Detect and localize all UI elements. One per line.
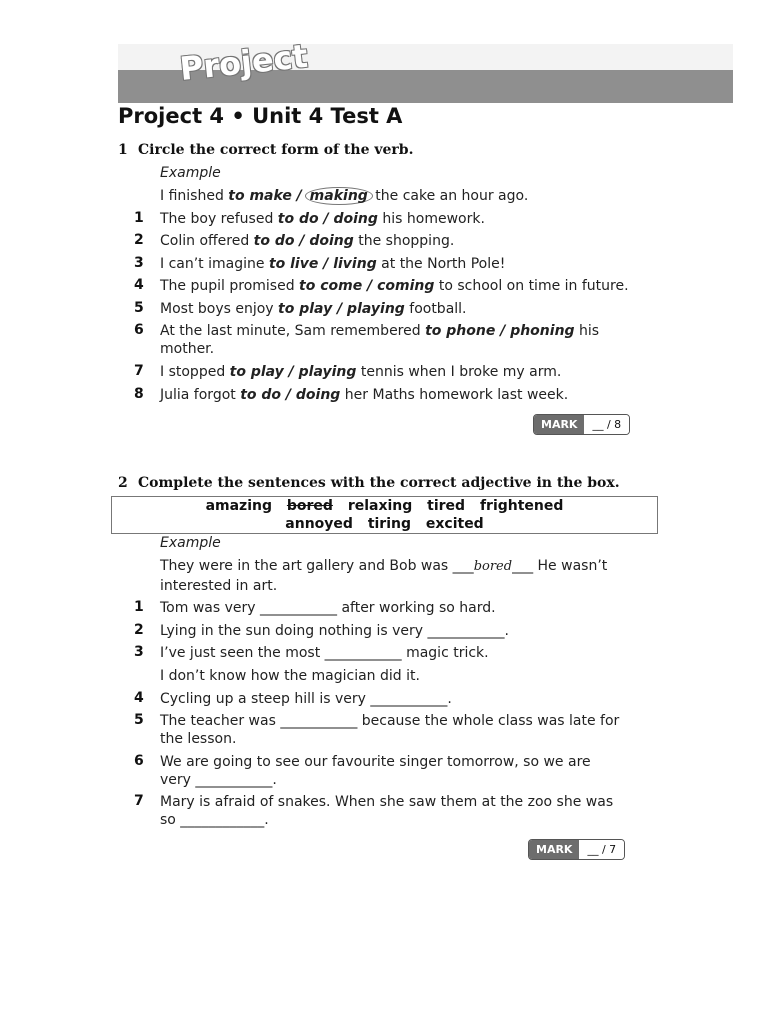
word-box-word: tiring (367, 516, 411, 532)
project-logo: Project (178, 36, 310, 88)
section2-item: Cycling up a steep hill is very ___________. (160, 691, 452, 707)
section1-example-sentence: I finished to make / making the cake an hour ago. (160, 188, 529, 204)
verb-options: to play / playing (229, 364, 357, 380)
section1-item: Colin offered to do / doing the shopping. (160, 233, 455, 249)
verb-options: to phone / phoning (425, 323, 575, 339)
section2-item-continuation: the lesson. (160, 731, 237, 747)
verb-options: to do / doing (277, 211, 378, 227)
section2-instruction: Complete the sentences with the correct adjective in the box. (138, 475, 620, 491)
mark-value: __ / 8 (584, 415, 629, 434)
word-box-word: amazing (205, 498, 272, 514)
section2-example-sentence: They were in the art gallery and Bob was ___bored___ He wasn’t (160, 558, 608, 574)
item-number: 6 (134, 322, 144, 338)
handwritten-answer: bored (473, 559, 513, 574)
word-box-row-1 (112, 497, 657, 515)
section1-heading (118, 142, 413, 158)
item-number: 5 (134, 712, 144, 728)
item-number: 8 (134, 386, 144, 402)
section1-item: Most boys enjoy to play / playing football. (160, 301, 467, 317)
section2-number: 2 (118, 475, 128, 491)
item-number: 3 (134, 255, 144, 271)
item-number: 5 (134, 300, 144, 316)
section1-item: At the last minute, Sam remembered to phone / phoning his (160, 323, 600, 339)
word-box-word: frightened (479, 498, 564, 514)
page-title: Project 4 • Unit 4 Test A (118, 104, 403, 128)
section1-number: 1 (118, 142, 128, 158)
section1-example-label: Example (160, 165, 221, 181)
verb-options: to do / doing (253, 233, 354, 249)
word-box-word: tired (427, 498, 466, 514)
verb-options: to live / living (268, 256, 377, 272)
word-box-word: annoyed (285, 516, 353, 532)
word-box-row-2 (112, 515, 657, 533)
section1-item: The boy refused to do / doing his homework. (160, 211, 485, 227)
section2-heading (118, 475, 620, 491)
item-number: 4 (134, 277, 144, 293)
word-box-word-used: bored (286, 498, 333, 514)
item-number: 3 (134, 644, 144, 660)
section1-item: I can’t imagine to live / living at the North Pole! (160, 256, 506, 272)
section1-instruction: Circle the correct form of the verb. (138, 142, 414, 158)
verb-options: to play / playing (278, 301, 405, 317)
item-number: 4 (134, 690, 144, 706)
section2-item: I’ve just seen the most ___________ magic trick. (160, 645, 489, 661)
section2-item-continuation: very ___________. (160, 772, 277, 788)
section2-example-continuation: interested in art. (160, 578, 278, 594)
item-number: 2 (134, 622, 144, 638)
item-number: 2 (134, 232, 144, 248)
mark-value: __ / 7 (579, 840, 624, 859)
section2-item-continuation: I don’t know how the magician did it. (160, 668, 420, 684)
item-number: 7 (134, 793, 144, 809)
section2-item: Tom was very ___________ after working so hard. (160, 600, 496, 616)
mark-label: MARK (529, 840, 579, 859)
item-number: 7 (134, 363, 144, 379)
item-number: 6 (134, 753, 144, 769)
circled-answer: making (305, 187, 373, 205)
section2-example-label: Example (160, 535, 221, 551)
section1-mark-box (533, 414, 630, 435)
section1-item: The pupil promised to come / coming to school on time in future. (160, 278, 629, 294)
section2-item: The teacher was ___________ because the whole class was late for (160, 713, 620, 729)
section2-item: Mary is afraid of snakes. When she saw them at the zoo she was (160, 794, 614, 810)
word-box (111, 496, 658, 534)
word-box-word: relaxing (347, 498, 413, 514)
section2-mark-box (528, 839, 625, 860)
item-number: 1 (134, 210, 144, 226)
section1-item: I stopped to play / playing tennis when I broke my arm. (160, 364, 562, 380)
section2-item-continuation: so ____________. (160, 812, 269, 828)
mark-label: MARK (534, 415, 584, 434)
item-number: 1 (134, 599, 144, 615)
section2-item: Lying in the sun doing nothing is very ___________. (160, 623, 509, 639)
verb-options: to come / coming (299, 278, 435, 294)
section1-item-continuation: mother. (160, 341, 215, 357)
section2-item: We are going to see our favourite singer tomorrow, so we are (160, 754, 591, 770)
word-box-word: excited (425, 516, 484, 532)
verb-options: to do / doing (240, 387, 341, 403)
section1-item: Julia forgot to do / doing her Maths homework last week. (160, 387, 569, 403)
